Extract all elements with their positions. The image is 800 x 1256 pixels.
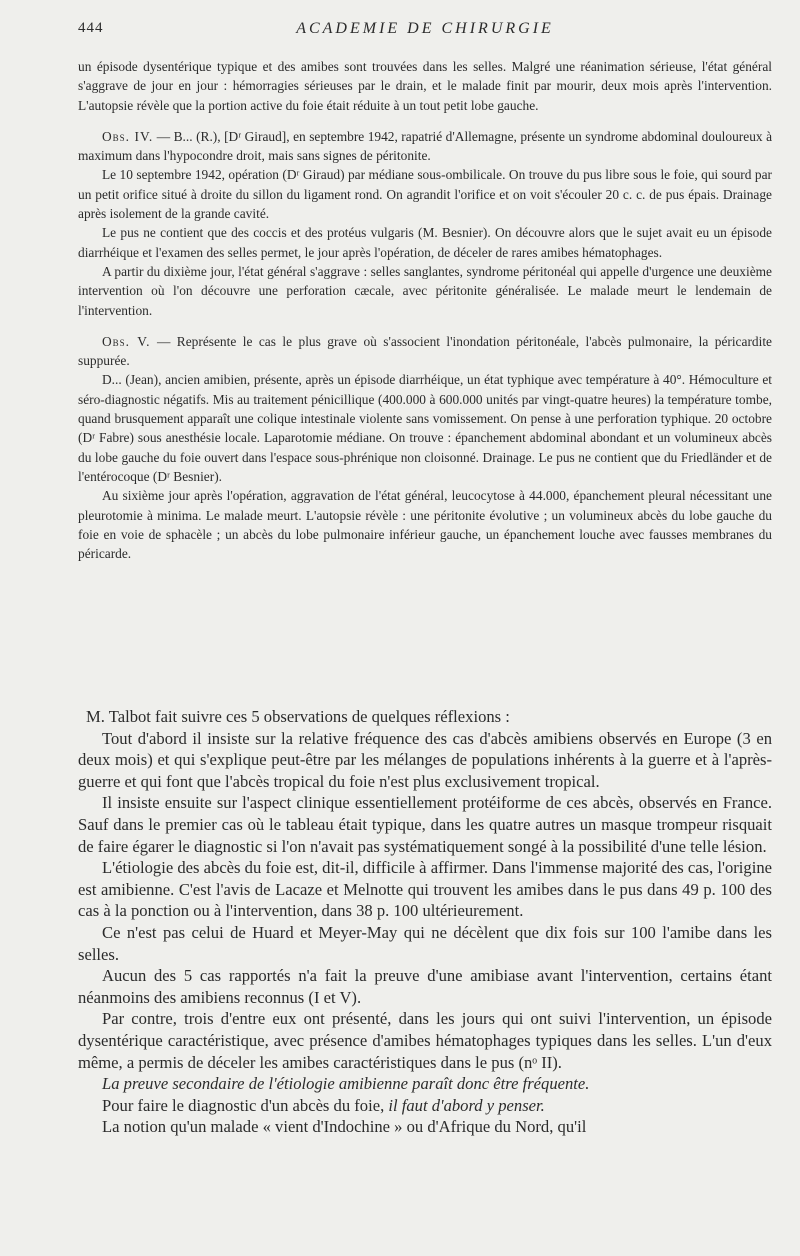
page-header xyxy=(78,20,772,44)
paragraph: Pour faire le diagnostic d'un abcès du foie, il faut d'abord y penser. xyxy=(102,1095,545,1115)
paragraph-italic: La preuve secondaire de l'étiologie amibienne paraît donc être fréquente. xyxy=(102,1074,590,1094)
paragraph: Par contre, trois d'entre eux ont présenté, dans les jours qui ont suivi l'intervention, un épisode dysentérique caractéristique, avec présence d'amibes hématophages typiques dans les selles. L'un d'eux même, a permis de déceler les amibes caractéristiques dans le pus (nᵒ II). xyxy=(78,1009,772,1072)
observation-label: Obs. IV. xyxy=(102,128,154,144)
paragraph: L'étiologie des abcès du foie est, dit-il, difficile à affirmer. Dans l'immense majorité des cas, l'origine est amibienne. C'est l'avis de Lacaze et Melnotte qui trouvent les amibes dans le pus dans 49 p. 100 des cas à la ponction ou à l'intervention, dans 38 p. 100 ultérieurement. xyxy=(78,858,772,921)
paragraph: Le pus ne contient que des coccis et des protéus vulgaris (M. Besnier). On découvre alors que le sujet avait eu un épisode diarrhéique et l'examen des selles permet, le jour après l'opération, de déceler de rares amibes hématophages. xyxy=(78,225,772,260)
paragraph: Au sixième jour après l'opération, aggravation de l'état général, leucocytose à 44.000, épanchement pleural nécessitant une pleurotomie à minima. Le malade meurt. L'autopsie révèle : une péritonite évolutive ; un volumineux abcès du lobe gauche du foie en voie de sphacèle ; un abcès du lobe pulmonaire inférieur gauche, un épanchement louche avec fausses membranes du péricarde. xyxy=(78,488,772,562)
paragraph: Le 10 septembre 1942, opération (Dʳ Giraud) par médiane sous-ombilicale. On trouve du pus libre sous le foie, qui sourd par un petit orifice situé à droite du sillon du ligament rond. On agrandit l'orifice et on voit s'écouler 20 c. c. de pus épais. Drainage après isolement de la grande cavité. xyxy=(78,167,772,222)
paragraph: Aucun des 5 cas rapportés n'a fait la preuve d'une amibiase avant l'intervention, certains étant néanmoins des amibiens reconnus (I et V). xyxy=(78,966,772,1007)
discussion-section xyxy=(78,706,772,1138)
page-number: 444 xyxy=(78,20,104,36)
paragraph: Ce n'est pas celui de Huard et Meyer-May qui ne décèlent que dix fois sur 100 l'amibe dans les selles. xyxy=(78,922,772,964)
paragraph: Tout d'abord il insiste sur la relative fréquence des cas d'abcès amibiens observés en Europe (3 en deux mois) et qui s'explique peut-être par les mélanges de populations inhérents à la guerre et à l'après-guerre et qui font que l'abcès tropical du foie n'est plus exclusivement tropical. xyxy=(78,728,772,791)
observation-v: Obs. V. — Représente le cas le plus grave où s'associent l'inondation péritonéale, l'abcès pulmonaire, la péricardite suppurée. xyxy=(78,333,772,369)
observation-label: Obs. V. xyxy=(102,333,151,349)
paragraph: M. Talbot fait suivre ces 5 observations de quelques réflexions : xyxy=(86,707,510,726)
paragraph: A partir du dixième jour, l'état général s'aggrave : selles sanglantes, syndrome péritonéal qui appelle d'urgence une deuxième intervention où l'on découvre une perforation cæcale, avec péritonite généralisée. Le malade meurt le lendemain de l'intervention. xyxy=(78,263,772,318)
observation-iv: Obs. IV. — B... (R.), [Dʳ Giraud], en septembre 1942, rapatrié d'Allemagne, présente un syndrome abdominal douloureux à maximum dans l'hypocondre droit, mais sans signes de péritonite. xyxy=(78,128,773,164)
paragraph: La notion qu'un malade « vient d'Indochine » ou d'Afrique du Nord, qu'il xyxy=(102,1117,587,1137)
paragraph: un épisode dysentérique typique et des amibes sont trouvées dans les selles. Malgré une réanimation sérieuse, l'état général s'aggrave de jour en jour : hémorragies sérieuses par le drain, et le malade finit par mourir, deux mois après l'intervention. L'autopsie révèle que la portion active du foie était réduite à un tout petit lobe gauche. xyxy=(78,59,772,113)
paragraph: Il insiste ensuite sur l'aspect clinique essentiellement protéiforme de ces abcès, observés en France. Sauf dans le premier cas où le tableau était typique, dans les quatre autres un masque trompeur risquait de faire égarer le diagnostic si l'on n'avait pas systématiquement songé à la possibilité d'une telle lésion. xyxy=(78,793,772,856)
paragraph: D... (Jean), ancien amibien, présente, après un épisode diarrhéique, un état typhique avec température à 40°. Hémoculture et séro-diagnostic négatifs. Mis au traitement pénicillique (400.000 à 600.000 unités par vingt-quatre heures) la température tombe, quand brusquement apparaît une colique intestinale violente sans vomissement. On pense à une perforation typhique. 20 octobre (Dʳ Fabre) sous anesthésie locale. Laparotomie médiane. On trouve : épanchement abdominal abondant et un volumineux abcès du lobe gauche du foie ouvert dans l'espace sous-phrénique non cloisonné. Drainage. Le pus ne contient que du Friedländer et de l'entérocoque (Dʳ Besnier). xyxy=(78,372,772,484)
observations-section xyxy=(78,57,772,563)
running-title: ACADEMIE DE CHIRURGIE xyxy=(296,20,554,37)
